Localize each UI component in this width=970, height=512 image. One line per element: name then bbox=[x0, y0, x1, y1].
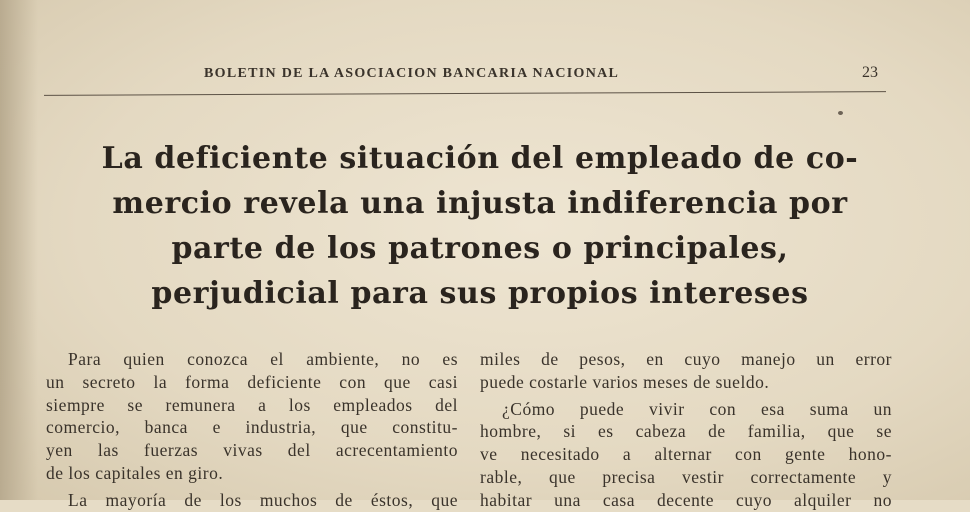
body-line: hombre, si es cabeza de familia, que se bbox=[480, 421, 892, 442]
body-column-left bbox=[46, 348, 458, 512]
headline-line: parte de los patrones o principales, bbox=[171, 231, 789, 266]
article-headline bbox=[40, 136, 920, 316]
body-column-right bbox=[480, 348, 892, 512]
body-line: miles de pesos, en cuyo manejo un error bbox=[480, 349, 892, 369]
body-line: ve necesitado a alternar con gente hono- bbox=[480, 444, 892, 465]
headline-line: La deficiente situación del empleado de co- bbox=[101, 141, 859, 176]
body-line: un secreto la forma deficiente con que casi bbox=[46, 371, 458, 392]
body-line: rable, que precisa vestir correctamente y bbox=[480, 466, 892, 487]
header-rule bbox=[44, 91, 886, 96]
body-line: Para quien conozca el ambiente, no es bbox=[68, 349, 458, 369]
running-head: BOLETIN DE LA ASOCIACION BANCARIA NACIONAL bbox=[204, 66, 620, 81]
headline-line: perjudicial para sus propios intereses bbox=[151, 276, 809, 311]
page-gutter-shadow bbox=[0, 0, 38, 500]
body-line: La mayoría de los muchos de éstos, que bbox=[68, 489, 458, 510]
body-line: ¿Cómo puede vivir con esa suma un bbox=[502, 398, 892, 419]
page-number: 23 bbox=[862, 64, 878, 81]
body-line: siempre se remunera a los empleados del bbox=[46, 394, 458, 415]
headline-line: mercio revela una injusta indiferencia por bbox=[112, 186, 848, 221]
body-line: puede costarle varios meses de sueldo. bbox=[480, 371, 770, 392]
ink-speck bbox=[838, 111, 843, 115]
body-line: comercio, banca e industria, que constitu- bbox=[46, 417, 458, 438]
body-line: de los capitales en giro. bbox=[46, 462, 224, 483]
body-line: yen las fuerzas vivas del acrecentamiento bbox=[46, 440, 458, 461]
body-line: habitar una casa decente cuyo alquiler no bbox=[480, 489, 892, 510]
